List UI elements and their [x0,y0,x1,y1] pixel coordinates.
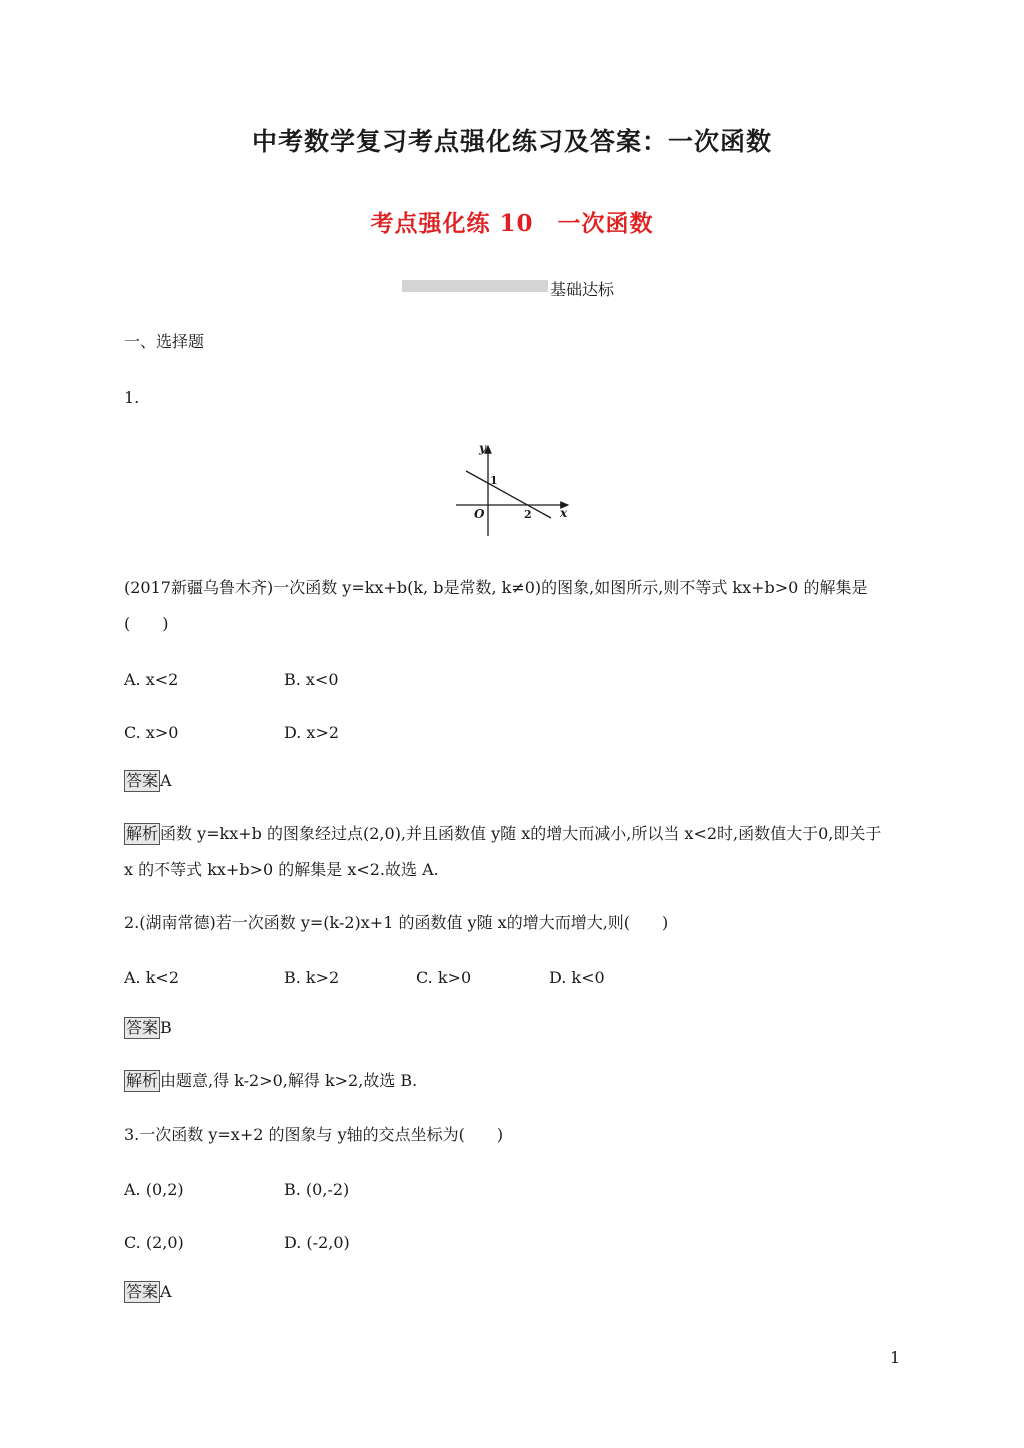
question-1-option-b: B. x<0 [284,670,339,689]
question-2-option-d: D. k<0 [549,968,605,987]
section-bar-label: 基础达标 [550,280,615,299]
question-3-option-c: C. (2,0) [124,1233,184,1252]
question-2-option-c: C. k>0 [416,968,472,987]
question-1-number: 1. [124,388,140,407]
y-axis-label: y [479,441,486,455]
answer-label: 答案 [126,1282,159,1301]
answer-label: 答案 [126,771,159,790]
question-3-option-a: A. (0,2) [124,1180,184,1199]
linear-function-graph [454,440,574,540]
analysis-label: 解析 [126,1071,159,1090]
answer-value: A [160,771,172,790]
question-2-option-a: A. k<2 [124,968,180,987]
x-intercept-label: 2 [524,508,532,521]
question-1-answer [124,770,172,792]
question-2-option-b: B. k>2 [284,968,340,987]
analysis-text: 由题意,得 k-2>0,解得 k>2,故选 B. [160,1071,418,1090]
question-2-stem: 2.(湖南常德)若一次函数 y=(k-2)x+1 的函数值 y随 x的增大而增大,则( ) [124,913,669,932]
section-bar [402,280,548,292]
question-1-analysis [124,816,894,888]
section-subtitle: 考点强化练 10 一次函数 [370,210,654,237]
question-1-option-d: D. x>2 [284,723,340,742]
y-intercept-label: 1 [490,474,498,487]
x-axis-label: x [560,506,568,520]
origin-label: O [474,507,485,521]
section-heading: 一、选择题 [124,332,205,351]
question-3-stem: 3.一次函数 y=x+2 的图象与 y轴的交点坐标为( ) [124,1125,504,1144]
question-2-answer [124,1017,172,1039]
question-3-option-d: D. (-2,0) [284,1233,350,1252]
analysis-text: 函数 y=kx+b 的图象经过点(2,0),并且函数值 y随 x的增大而减小,所以当 x<2时,函数值大于0,即关于 x 的不等式 kx+b>0 的解集是 x<2.故选 A. [124,824,882,879]
question-1-option-a: A. x<2 [124,670,179,689]
question-2-analysis [124,1070,417,1092]
page-number: 1 [890,1348,901,1367]
question-1-option-c: C. x>0 [124,723,179,742]
answer-value: B [160,1018,172,1037]
question-1-stem: (2017新疆乌鲁木齐)一次函数 y=kx+b(k, b是常数, k≠0)的图象,如图所示,则不等式 kx+b>0 的解集是( ) [124,578,868,633]
question-3-answer [124,1281,172,1303]
answer-label: 答案 [126,1018,159,1037]
question-3-option-b: B. (0,-2) [284,1180,350,1199]
document-title: 中考数学复习考点强化练习及答案：一次函数 [251,127,772,156]
analysis-label: 解析 [126,824,159,843]
answer-value: A [160,1282,172,1301]
